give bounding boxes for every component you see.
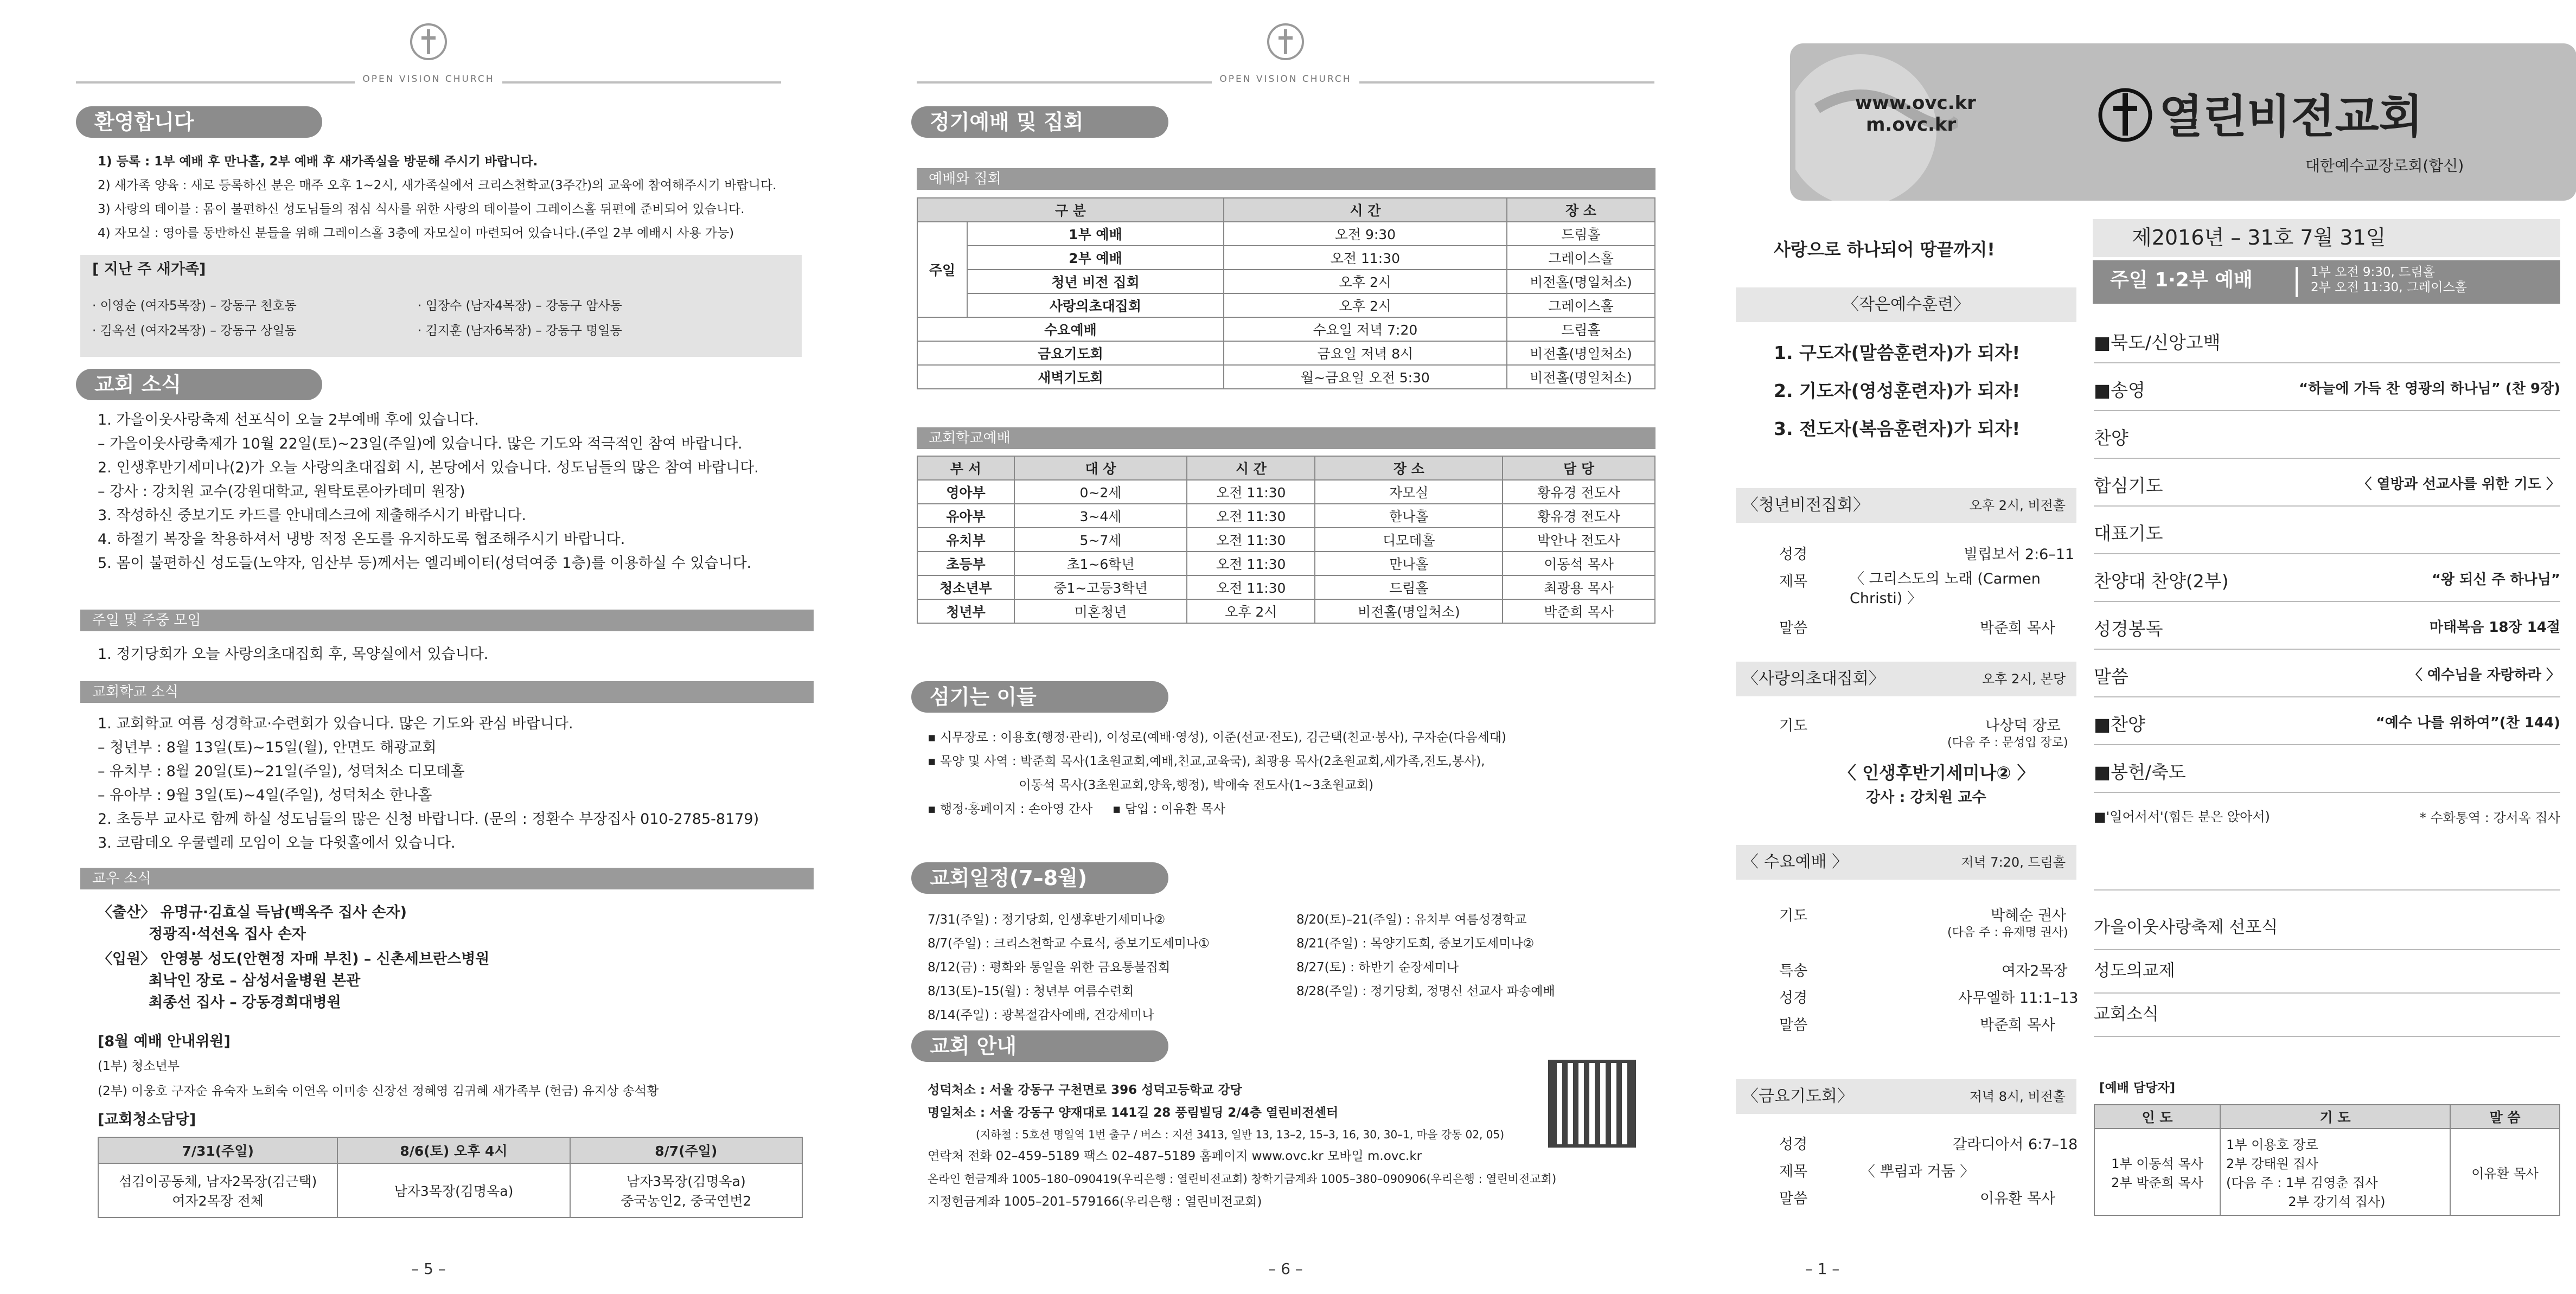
schedule-item: 8/28(주일) : 정기당회, 정명신 선교사 파송예배 — [1296, 984, 1555, 998]
duty-title: [예배 담당자] — [2099, 1081, 2176, 1095]
school-cell: 드림홀 — [1315, 575, 1503, 599]
school-cell: 초1~6학년 — [1014, 552, 1187, 575]
cleaning-title: [교회청소담당] — [98, 1111, 196, 1128]
welcome-item: 3) 사랑의 테이블 : 몸이 불편하신 성도님들의 점심 식사를 위한 사랑의 테이블이 그레이스홀 뒤편에 준비되어 있습니다. — [98, 202, 745, 216]
school-cell: 박안나 전도사 — [1503, 528, 1655, 552]
wednesday-label: 기도 — [1779, 907, 1808, 924]
worship-header: 시 간 — [1224, 198, 1507, 222]
august-guides-line: (1부) 청소년부 — [98, 1059, 180, 1073]
training-box — [1736, 287, 2076, 322]
youth-label: 말씀 — [1779, 620, 1808, 637]
worship-cell: 그레이스홀 — [1507, 293, 1655, 317]
cleaning-cell: 남자3목장(김명옥a) — [337, 1163, 570, 1218]
youth-box — [1736, 488, 2076, 523]
cleaning-header: 8/6(토) 오후 4시 — [337, 1137, 570, 1163]
worship-cell: 드림홀 — [1507, 317, 1655, 341]
worship-header: 장 소 — [1507, 198, 1655, 222]
worship-cell: 사랑의초대집회 — [967, 293, 1224, 317]
invite-box — [1736, 662, 2076, 696]
school-item: 1. 교회학교 여름 성경학교·수련회가 있습니다. 많은 기도와 관심 바랍니다. — [98, 715, 573, 732]
order-label: 찬양 — [2094, 427, 2128, 449]
order-value: 〈 예수님을 자랑하라 〉 — [2408, 667, 2560, 683]
band-school — [917, 427, 1655, 449]
wednesday-time: 저녁 7:20, 드림홀 — [1961, 855, 2066, 870]
schedule-item: 8/13(토)–15(월) : 청년부 여름수련회 — [928, 984, 1134, 998]
worship-cell: 월~금요일 오전 5:30 — [1224, 365, 1507, 389]
youth-label: 성경 — [1779, 546, 1808, 563]
order-row — [2094, 696, 2560, 745]
training-item: 1. 구도자(말씀훈련자)가 되자! — [1774, 342, 2021, 363]
cleaning-table — [98, 1137, 803, 1218]
order-value: 〈 열방과 선교사를 위한 기도 〉 — [2357, 476, 2560, 492]
worship-cell: 수요일 저녁 7:20 — [1224, 317, 1507, 341]
schedule-item: 7/31(주일) : 정기당회, 인생후반기세미나② — [928, 913, 1166, 927]
page-header — [862, 22, 1709, 85]
worship-cell: 비전홀(명일처소) — [1507, 270, 1655, 293]
qr-code-icon — [1551, 1063, 1633, 1144]
school-item: 2. 초등부 교사로 함께 하실 성도님들의 많은 신청 바랍니다. (문의 : 정환수 부장집사 010-2785-8179) — [98, 811, 759, 828]
school-cell: 최광용 목사 — [1503, 575, 1655, 599]
worship-cell: 비전홀(명일처소) — [1507, 365, 1655, 389]
announcement: 교회소식 — [2094, 1004, 2159, 1024]
church-logo-icon — [1265, 22, 1306, 62]
friday-label: 제목 — [1779, 1163, 1808, 1180]
duty-preacher: 이유환 목사 — [2450, 1129, 2560, 1215]
worship-cell: 수요예배 — [917, 317, 1224, 341]
wednesday-value: 사무엘하 11:1–13 — [1958, 990, 2079, 1007]
guide-title: 교회 안내 — [930, 1034, 1017, 1058]
issue-date: 제2016년 – 31호 7월 31일 — [2132, 226, 2386, 249]
youth-value: 〈 그리스도의 노래 (Carmen Christi) 〉 — [1850, 571, 2041, 607]
order-value: * 수화통역 : 강서옥 집사 — [2419, 810, 2560, 825]
church-logo-icon — [2094, 81, 2159, 146]
training-title: 〈작은예수훈련〉 — [1843, 295, 1970, 314]
school-item: 3. 코람데오 우쿨렐레 모임이 오늘 다윗홀에서 있습니다. — [98, 835, 456, 851]
school-header: 담 당 — [1503, 456, 1655, 480]
order-row — [2094, 792, 2560, 840]
guide-line: 지정헌금계좌 1005–201–579166(우리은행 : 열린비전교회) — [928, 1195, 1262, 1209]
school-cell: 영아부 — [917, 480, 1014, 504]
order-label: ■봉헌/축도 — [2094, 761, 2186, 783]
worship-cell: 청년 비전 집회 — [967, 270, 1224, 293]
school-cell: 디모데홀 — [1315, 528, 1503, 552]
august-guides-line: (2부) 이웅호 구자순 유숙자 노희숙 이연옥 이미송 신장선 정혜영 김귀혜 새가족부 (헌금) 유지상 송석황 — [98, 1084, 659, 1098]
school-item: – 유치부 : 8월 20일(토)~21일(주일), 성덕처소 디모데홀 — [98, 763, 465, 780]
new-member: · 김옥선 (여자2목장) – 강동구 상일동 — [92, 324, 297, 338]
duty-prayer: 1부 이용호 장로 2부 강태원 집사 (다음 주 : 1부 김영춘 집사 2부 강기석 집사) — [2220, 1129, 2450, 1215]
schedule-title: 교회일정(7–8월) — [930, 866, 1088, 890]
schedule-item: 8/20(토)–21(주일) : 유치부 여름성경학교 — [1296, 913, 1527, 927]
announcement: 성도의교제 — [2094, 961, 2175, 981]
servers-line: 이동석 목사(3초원교회,양육,행정), 박애숙 전도사(1~3초원교회) — [928, 778, 1374, 792]
school-cell: 미혼청년 — [1014, 599, 1187, 623]
band-members — [80, 868, 814, 889]
order-value: “하늘에 가득 찬 영광의 하나님” (찬 9장) — [2299, 381, 2560, 397]
worship-cell: 오후 2시 — [1224, 270, 1507, 293]
news-item: 1. 가을이웃사랑축제 선포식이 오늘 2부예배 후에 있습니다. — [98, 412, 479, 428]
wednesday-label: 특송 — [1779, 963, 1808, 979]
youth-value: 빌립보서 2:6–11 — [1964, 546, 2075, 563]
order-label: ■묵도/신앙고백 — [2094, 332, 2221, 353]
guide-line: 성덕처소 : 서울 강동구 구천면로 396 성덕고등학교 강당 — [928, 1083, 1242, 1097]
worship-header: 구 분 — [917, 198, 1224, 222]
member-news: 최낙인 장로 – 삼성서울병원 본관 — [98, 972, 361, 989]
wednesday-title: 〈 수요예배 〉 — [1742, 853, 1848, 872]
worship-cell: 드림홀 — [1507, 222, 1655, 246]
wednesday-box — [1736, 845, 2076, 880]
member-news: 〈출산〉 유명규·김효실 득남(백옥주 집사 손자) — [98, 904, 407, 921]
website-url: www.ovc.kr — [1855, 92, 1976, 114]
school-band-label: 교회학교예배 — [929, 430, 1011, 446]
divider — [2094, 889, 2560, 891]
order-row — [2094, 315, 2560, 363]
school-cell: 청소년부 — [917, 575, 1014, 599]
duty-table — [2094, 1104, 2560, 1216]
school-cell: 유치부 — [917, 528, 1014, 552]
meeting-item: 1. 정기당회가 오늘 사랑의초대집회 후, 목양실에서 있습니다. — [98, 646, 489, 663]
divider — [2094, 1036, 2560, 1037]
church-name: 열린비전교회 — [2159, 90, 2423, 143]
worship-cell: 오전 9:30 — [1224, 222, 1507, 246]
friday-value: 〈 뿌림과 거둠 〉 — [1861, 1163, 1975, 1180]
youth-value: 박준희 목사 — [1980, 620, 2055, 637]
guide-line: 명일처소 : 서울 강동구 양재대로 141길 28 풍림빌딩 2/4층 열린비전센터 — [928, 1106, 1339, 1120]
wednesday-value: 박혜순 권사 — [1991, 907, 2066, 924]
section-news — [76, 369, 322, 400]
divider — [2094, 992, 2560, 994]
worship-cell: 그레이스홀 — [1507, 246, 1655, 270]
school-news-title: 교회학교 소식 — [92, 684, 178, 700]
member-news: 최종선 집사 – 강동경희대병원 — [98, 994, 341, 1011]
servers-line: ▪ 목양 및 사역 : 박준희 목사(1초원교회,예배,친교,교육국), 최광용 목사(2초원교회,새가족,전도,봉사), — [928, 754, 1485, 768]
school-cell: 중1~고등3학년 — [1014, 575, 1187, 599]
band-sunday-meetings — [80, 610, 814, 631]
news-item: 5. 몸이 불편하신 성도들(노약자, 임산부 등)께서는 엘리베이터(성덕여중 1층)를 이용하실 수 있습니다. — [98, 555, 752, 572]
school-table — [917, 456, 1655, 624]
sunday-meetings-title: 주일 및 주중 모임 — [92, 612, 201, 629]
friday-label: 말씀 — [1779, 1190, 1808, 1207]
band-school-news — [80, 681, 814, 703]
friday-value: 갈라디아서 6:7–18 — [1953, 1136, 2078, 1153]
training-item: 2. 기도자(영성훈련자)가 되자! — [1774, 380, 2021, 401]
school-header: 부 서 — [917, 456, 1014, 480]
servers-line: ▪ 행정·홍페이지 : 손아영 간사 ▪ 담입 : 이유환 목사 — [928, 802, 1225, 816]
school-cell: 박준희 목사 — [1503, 599, 1655, 623]
worship-cell: 오전 11:30 — [1224, 246, 1507, 270]
order-label: 합심기도 — [2094, 475, 2163, 496]
page-6 — [862, 0, 1709, 1294]
invite-time: 오후 2시, 본당 — [1981, 671, 2066, 687]
worship-table — [917, 197, 1655, 389]
schedule-item: 8/14(주일) : 광복절감사예배, 건강세미나 — [928, 1008, 1154, 1022]
worship-cell: 비전홀(명일처소) — [1507, 341, 1655, 365]
invite-seminar: 〈 인생후반기세미나② 〉 — [1839, 763, 2035, 783]
order-row — [2094, 553, 2560, 602]
members-title: 교우 소식 — [92, 870, 151, 887]
welcome-item: 4) 자모실 : 영아를 동반하신 분들을 위해 그레이스홀 3층에 자모실이 마련되어 있습니다.(주일 2부 예배시 사용 가능) — [98, 226, 734, 240]
header-church-name: OPEN VISION CHURCH — [1212, 74, 1359, 85]
wednesday-value: 여자2목장 — [2002, 963, 2068, 979]
school-cell: 오전 11:30 — [1187, 528, 1315, 552]
church-logo-icon — [408, 22, 449, 62]
school-cell: 초등부 — [917, 552, 1014, 575]
servers-line: ▪ 시무장로 : 이용호(행정·관리), 이성로(예배·영성), 이준(선교·전도), 김근택(친교·봉사), 구자순(다음세대) — [928, 731, 1507, 745]
school-cell: 오전 11:30 — [1187, 552, 1315, 575]
school-cell: 3~4세 — [1014, 504, 1187, 528]
welcome-item: 1) 등록 : 1부 예배 후 만나홀, 2부 예배 후 새가족실을 방문해 주시기 바랍니다. — [98, 155, 538, 169]
news-item: – 강사 : 강치원 교수(강원대학교, 원탁토론아카데미 원장) — [98, 483, 465, 500]
section-worship — [911, 106, 1168, 138]
friday-time: 저녁 8시, 비전홀 — [1969, 1089, 2066, 1104]
welcome-item: 2) 새가족 양육 : 새로 등록하신 분은 매주 오후 1~2시, 새가족실에서 크리스천학교(3주간)의 교육에 참여해주시기 바랍니다. — [98, 178, 777, 193]
schedule-item: 8/7(주일) : 크리스천학교 수료식, 중보기도세미나① — [928, 937, 1210, 951]
school-cell: 0~2세 — [1014, 480, 1187, 504]
page-header — [0, 22, 857, 85]
cleaning-cell: 섬김이공동체, 남자2목장(김근택) 여자2목장 전체 — [98, 1163, 337, 1218]
new-member: · 김지훈 (남자6목장) – 강동구 명일동 — [418, 324, 622, 338]
member-news: 정광직·석선옥 집사 손자 — [98, 926, 306, 943]
cleaning-header: 8/7(주일) — [570, 1137, 802, 1163]
august-guides-title: [8월 예배 안내위원] — [98, 1033, 231, 1050]
page-number: – 6 – — [1268, 1260, 1303, 1278]
new-members-title: [ 지난 주 새가족] — [92, 261, 206, 278]
news-item: 3. 작성하신 중보기도 카드를 안내데스크에 제출해주시기 바랍니다. — [98, 507, 527, 524]
page-1 — [1720, 0, 2576, 1294]
school-cell: 자모실 — [1315, 480, 1503, 504]
section-schedule — [911, 862, 1168, 894]
order-label: 성경봉독 — [2094, 618, 2163, 639]
duty-header: 인 도 — [2094, 1105, 2220, 1129]
friday-box — [1736, 1079, 2076, 1114]
youth-time: 오후 2시, 비전홀 — [1969, 498, 2066, 513]
guide-line: (지하철 : 5호선 명일역 1번 출구 / 버스 : 지선 3413, 일반 13, 13–2, 15–3, 16, 30, 30–1, 마을 강동 02, 05) — [928, 1128, 1505, 1141]
worship-cell: 금요일 저녁 8시 — [1224, 341, 1507, 365]
page-number: – 5 – — [411, 1260, 446, 1278]
school-cell: 유아부 — [917, 504, 1014, 528]
youth-label: 제목 — [1779, 573, 1808, 590]
order-value: “왕 되신 주 하나님” — [2431, 572, 2560, 588]
order-row — [2094, 744, 2560, 793]
school-item: – 청년부 : 8월 13일(토)~15일(월), 안면도 해광교회 — [98, 739, 437, 756]
order-label: 말씀 — [2094, 666, 2128, 687]
section-servers — [911, 681, 1168, 713]
worship-cell: 오후 2시 — [1224, 293, 1507, 317]
welcome-title: 환영합니다 — [94, 110, 194, 134]
denomination: 대한예수교장로회(합신) — [2305, 157, 2464, 175]
school-cell: 5~7세 — [1014, 528, 1187, 552]
news-title: 교회 소식 — [94, 373, 182, 396]
service-divider — [2296, 267, 2298, 297]
order-label: ■송영 — [2094, 380, 2145, 401]
worship-cell: 새벽기도회 — [917, 365, 1224, 389]
wednesday-value: 박준희 목사 — [1980, 1017, 2055, 1034]
news-item: 2. 인생후반기세미나(2)가 오늘 사랑의초대집회 시, 본당에서 있습니다. 성도님들의 많은 참여 바랍니다. — [98, 459, 759, 476]
new-member: · 이영순 (여자5목장) – 강동구 천호동 — [92, 299, 297, 313]
school-cell: 한나홀 — [1315, 504, 1503, 528]
order-row — [2094, 601, 2560, 650]
service-time: 1부 오전 9:30, 드림홀 — [2311, 265, 2435, 279]
worship-title: 정기예배 및 집회 — [930, 110, 1084, 134]
youth-title: 〈청년비전집회〉 — [1742, 496, 1869, 515]
order-row — [2094, 410, 2560, 459]
friday-title: 〈금요기도회〉 — [1742, 1087, 1853, 1106]
worship-cell: 1부 예배 — [967, 222, 1224, 246]
invite-label: 기도 — [1779, 718, 1808, 734]
invite-next: (다음 주 : 문성입 장로) — [1947, 736, 2068, 750]
school-cell: 오후 2시 — [1187, 599, 1315, 623]
cleaning-header: 7/31(주일) — [98, 1137, 337, 1163]
news-item: 4. 하절기 복장을 착용하셔서 냉방 적정 온도를 유지하도록 협조해주시기 바랍니다. — [98, 531, 625, 548]
order-row — [2094, 649, 2560, 697]
motto: 사랑으로 하나되어 땅끝까지! — [1774, 239, 1995, 260]
school-header: 대 상 — [1014, 456, 1187, 480]
school-cell: 오전 11:30 — [1187, 504, 1315, 528]
school-header: 장 소 — [1315, 456, 1503, 480]
school-header: 시 간 — [1187, 456, 1315, 480]
school-cell: 이동석 목사 — [1503, 552, 1655, 575]
duty-leader: 1부 이동석 목사 2부 박준희 목사 — [2094, 1129, 2220, 1215]
order-label: ■'일어서서'(힘든 분은 앉아서) — [2094, 809, 2270, 824]
wednesday-label: 말씀 — [1779, 1017, 1808, 1034]
school-item: – 유아부 : 9월 3일(토)~4일(주일), 성덕처소 한나홀 — [98, 787, 432, 804]
sunday-label: 주일 — [917, 222, 967, 317]
member-news: 〈입원〉 안영봉 성도(안현정 자매 부친) – 신촌세브란스병원 — [98, 951, 490, 968]
section-welcome — [76, 106, 322, 138]
band-worship — [917, 168, 1655, 190]
invite-title: 〈사랑의초대집회〉 — [1742, 669, 1885, 688]
news-item: – 가을이웃사랑축제가 10월 22일(토)~23일(주일)에 있습니다. 많은 기도와 적극적인 참여 바랍니다. — [98, 435, 743, 452]
announcement: 가을이웃사랑축제 선포식 — [2094, 918, 2278, 937]
school-cell: 오전 11:30 — [1187, 575, 1315, 599]
worship-band-label: 예배와 집회 — [929, 171, 1001, 187]
school-cell: 만나홀 — [1315, 552, 1503, 575]
order-value: 마태복음 18장 14절 — [2429, 619, 2560, 636]
friday-value: 이유환 목사 — [1980, 1190, 2055, 1207]
school-cell: 황유경 전도사 — [1503, 504, 1655, 528]
training-item: 3. 전도자(복음훈련자)가 되자! — [1774, 418, 2021, 439]
invite-prayer: 나상덕 장로 — [1985, 718, 2061, 734]
service-title: 주일 1·2부 예배 — [2110, 269, 2253, 291]
order-label: ■찬양 — [2094, 714, 2145, 735]
friday-label: 성경 — [1779, 1136, 1808, 1153]
new-member: · 임장수 (남자4목장) – 강동구 암사동 — [418, 299, 622, 313]
order-row — [2094, 362, 2560, 411]
order-label: 대표기도 — [2094, 523, 2163, 544]
page-5 — [0, 0, 857, 1294]
duty-header: 말 씀 — [2450, 1105, 2560, 1129]
wednesday-value: (다음 주 : 유재명 권사) — [1947, 926, 2068, 939]
invite-speaker: 강사 : 강치원 교수 — [1866, 789, 1986, 806]
duty-header: 기 도 — [2220, 1105, 2450, 1129]
order-value: “예수 나를 위하여”(찬 144) — [2375, 715, 2560, 731]
order-label: 찬양대 찬양(2부) — [2094, 571, 2229, 592]
page-number: – 1 – — [1805, 1260, 1840, 1278]
cleaning-cell: 남자3목장(김명옥a) 중국농인2, 중국연변2 — [570, 1163, 802, 1218]
guide-line: 온라인 헌금계좌 1005–180–090419(우리은행 : 열린비전교회) 창학기금계좌 1005–380–090906(우리은행 : 열린비전교회) — [928, 1173, 1557, 1186]
mobile-url: m.ovc.kr — [1866, 114, 1957, 136]
guide-line: 연락처 전화 02–459–5189 팩스 02–487–5189 홈페이지 www.ovc.kr 모바일 m.ovc.kr — [928, 1149, 1422, 1163]
divider — [2094, 949, 2560, 950]
schedule-item: 8/27(토) : 하반기 순장세미나 — [1296, 960, 1459, 975]
order-row — [2094, 505, 2560, 554]
school-cell: 비전홀(명일처소) — [1315, 599, 1503, 623]
worship-cell: 금요기도회 — [917, 341, 1224, 365]
school-cell: 청년부 — [917, 599, 1014, 623]
service-time: 2부 오전 11:30, 그레이스홀 — [2311, 280, 2467, 294]
servers-title: 섬기는 이들 — [930, 685, 1037, 709]
school-cell: 오전 11:30 — [1187, 480, 1315, 504]
wednesday-label: 성경 — [1779, 990, 1808, 1007]
section-guide — [911, 1030, 1168, 1062]
school-cell: 황유경 전도사 — [1503, 480, 1655, 504]
schedule-item: 8/21(주일) : 목양기도회, 중보기도세미나② — [1296, 937, 1535, 951]
order-row — [2094, 458, 2560, 507]
worship-cell: 2부 예배 — [967, 246, 1224, 270]
header-church-name: OPEN VISION CHURCH — [355, 74, 502, 85]
schedule-item: 8/12(금) : 평화와 통일을 위한 금요통불집회 — [928, 960, 1171, 975]
